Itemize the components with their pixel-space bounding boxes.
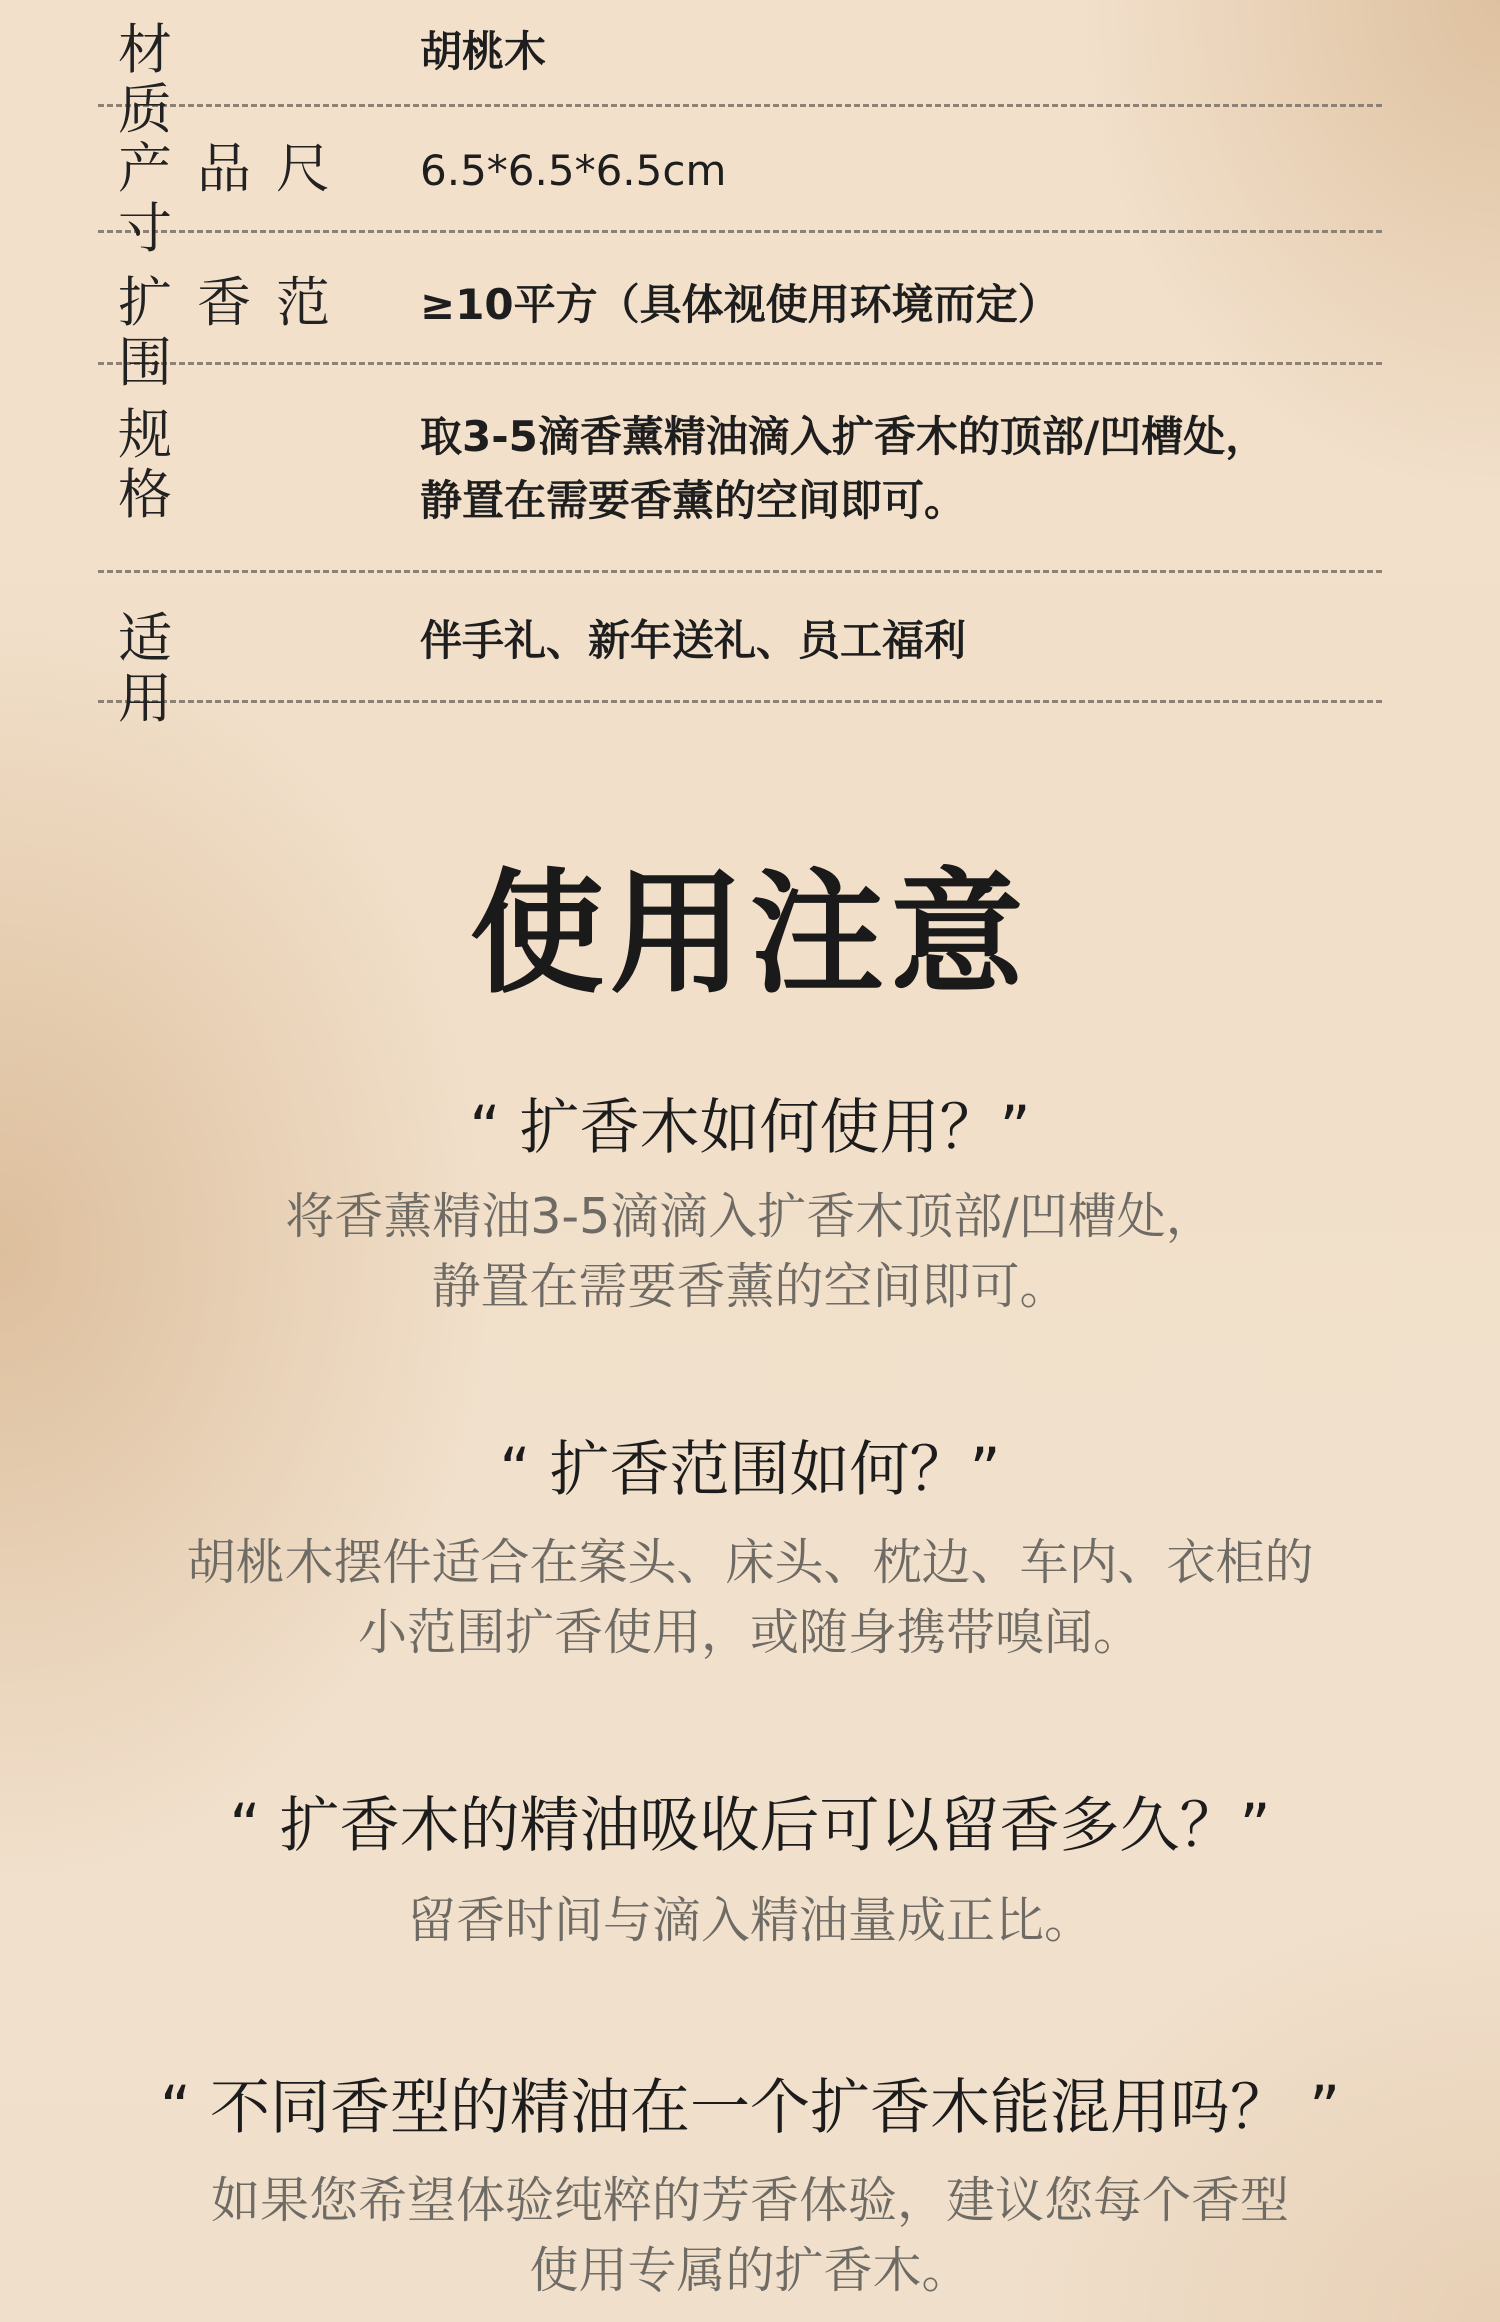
spec-label: 产品尺寸: [118, 137, 330, 260]
faq-answer: 留香时间与滴入精油量成正比。: [406, 1892, 1093, 1949]
faq-question: “ 扩香范围如何？”: [499, 1435, 1001, 1505]
spec-table: [98, 0, 1382, 730]
faq-question: “ 扩香木如何使用？”: [469, 1093, 1031, 1163]
spec-row-size: [98, 107, 1382, 260]
spec-label: 扩香范围: [118, 271, 330, 394]
faq-item: [0, 1788, 1500, 1956]
spec-value: 取3-5滴香薰精油滴入扩香木的顶部/凹槽处， 静置在需要香薰的空间即可。: [420, 412, 1268, 525]
spec-value: ≥10平方（具体视使用环境而定）: [420, 280, 1060, 329]
faq-answer: 将香薰精油3-5滴滴入扩香木顶部/凹槽处， 静置在需要香薰的空间即可。: [285, 1188, 1215, 1315]
faq-answer: 胡桃木摆件适合在案头、床头、枕边、车内、衣柜的 小范围扩香使用，或随身携带嗅闻。: [186, 1534, 1314, 1661]
faq-answer: 如果您希望体验纯粹的芳香体验，建议您每个香型 使用专属的扩香木。: [210, 2172, 1289, 2299]
faq-question: “ 不同香型的精油在一个扩香木能混用吗？ ”: [159, 2073, 1341, 2143]
spec-label: 规 格: [118, 403, 280, 526]
spec-value: 伴手礼、新年送礼、员工福利: [420, 616, 967, 665]
spec-value: 6.5*6.5*6.5cm: [420, 146, 727, 195]
spec-row-material: [98, 0, 1382, 141]
spec-row-spec: [98, 365, 1382, 573]
spec-row-diffusion-range: [98, 233, 1382, 394]
section-title-usage-notes: 使用注意: [469, 854, 1030, 1012]
spec-label: 适 用: [118, 607, 280, 730]
spec-row-suitable-for: [98, 573, 1382, 730]
faq-item: [0, 1090, 1500, 1322]
spec-label: 材 质: [118, 18, 280, 141]
faq-item: [0, 1432, 1500, 1668]
spec-value: 胡桃木: [420, 27, 547, 76]
faq-item: [0, 2070, 1500, 2306]
faq-question: “ 扩香木的精油吸收后可以留香多久？”: [229, 1791, 1271, 1861]
